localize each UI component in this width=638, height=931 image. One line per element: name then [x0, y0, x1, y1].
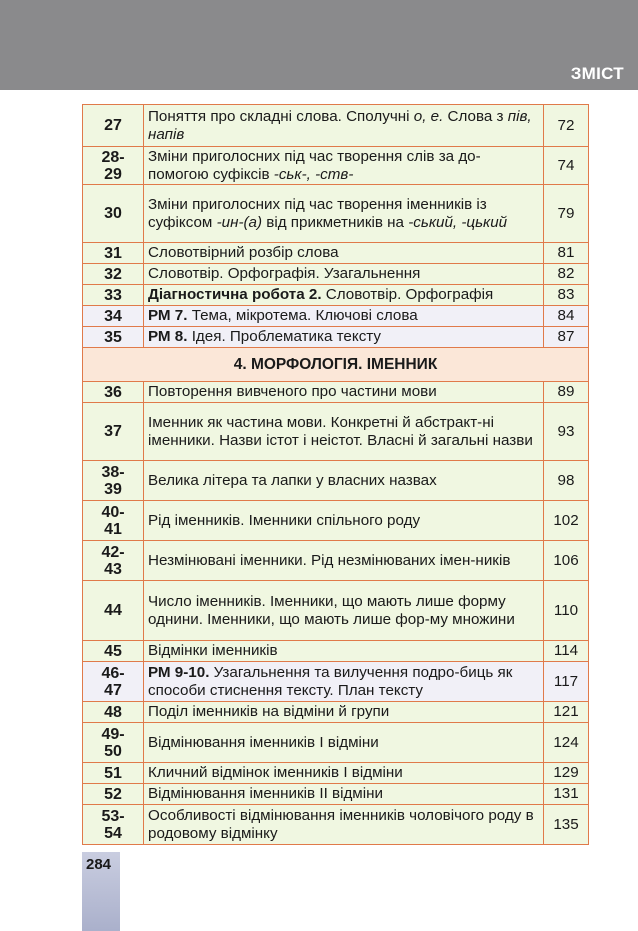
toc-row — [83, 501, 589, 541]
toc-row — [83, 784, 589, 805]
lesson-title: Зміни приголосних під час творення іменників із суфіксом -ин-(а) від прикметників на -ський, -цький — [144, 185, 544, 243]
toc-row — [83, 662, 589, 702]
page-ref: 121 — [544, 702, 589, 723]
lesson-number: 35 — [83, 327, 144, 348]
page-ref: 102 — [544, 501, 589, 541]
lesson-title: Рід іменників. Іменники спільного роду — [144, 501, 544, 541]
lesson-title: Відмінки іменників — [144, 641, 544, 662]
lesson-title: РМ 9-10. Узагальнення та вилучення подро-биць як способи стиснення тексту. План тексту — [144, 662, 544, 702]
page-ref: 81 — [544, 243, 589, 264]
toc-row — [83, 805, 589, 845]
page-ref: 84 — [544, 306, 589, 327]
page-ref: 114 — [544, 641, 589, 662]
page-ref: 74 — [544, 147, 589, 185]
lesson-number: 37 — [83, 403, 144, 461]
lesson-title: РМ 7. Тема, мікротема. Ключові слова — [144, 306, 544, 327]
toc-row — [83, 243, 589, 264]
lesson-title: Поділ іменників на відміни й групи — [144, 702, 544, 723]
lesson-number: 48 — [83, 702, 144, 723]
toc-row — [83, 382, 589, 403]
lesson-title: Словотвірний розбір слова — [144, 243, 544, 264]
page-ref: 129 — [544, 763, 589, 784]
lesson-title: Відмінювання іменників ІІ відміни — [144, 784, 544, 805]
toc-row — [83, 285, 589, 306]
lesson-title: Діагностична робота 2. Словотвір. Орфографія — [144, 285, 544, 306]
lesson-title: Незмінювані іменники. Рід незмінюваних імен-ників — [144, 541, 544, 581]
toc-row — [83, 461, 589, 501]
lesson-number: 40- 41 — [83, 501, 144, 541]
page-ref: 110 — [544, 581, 589, 641]
toc-row — [83, 327, 589, 348]
lesson-title: Поняття про складні слова. Сполучні о, е. Слова з пів, напів — [144, 105, 544, 147]
lesson-number: 30 — [83, 185, 144, 243]
lesson-number: 52 — [83, 784, 144, 805]
page-ref: 83 — [544, 285, 589, 306]
section-heading-row — [83, 348, 589, 382]
toc-row — [83, 403, 589, 461]
page-ref: 117 — [544, 662, 589, 702]
lesson-title: Велика літера та лапки у власних назвах — [144, 461, 544, 501]
lesson-number: 34 — [83, 306, 144, 327]
lesson-number: 32 — [83, 264, 144, 285]
toc-table — [82, 104, 589, 845]
page-ref: 98 — [544, 461, 589, 501]
section-label: ЗМІСТ — [570, 64, 624, 83]
lesson-number: 46- 47 — [83, 662, 144, 702]
page-ref: 106 — [544, 541, 589, 581]
toc-row — [83, 306, 589, 327]
toc-row — [83, 105, 589, 147]
lesson-title: Відмінювання іменників І відміни — [144, 723, 544, 763]
section-heading: 4. МОРФОЛОГІЯ. ІМЕННИК — [83, 348, 589, 382]
lesson-number: 36 — [83, 382, 144, 403]
page-ref: 124 — [544, 723, 589, 763]
page-number: 284 — [86, 856, 112, 873]
page-ref: 82 — [544, 264, 589, 285]
toc-row — [83, 641, 589, 662]
lesson-title: Число іменників. Іменники, що мають лише форму однини. Іменники, що мають лише фор-му множини — [144, 581, 544, 641]
header-band — [0, 0, 638, 90]
lesson-number: 27 — [83, 105, 144, 147]
page-ref: 87 — [544, 327, 589, 348]
lesson-title: Іменник як частина мови. Конкретні й абстракт-ні іменники. Назви істот і неістот. Власні й загальні назви — [144, 403, 544, 461]
lesson-number: 53- 54 — [83, 805, 144, 845]
lesson-title: Особливості відмінювання іменників чоловічого роду в родовому відмінку — [144, 805, 544, 845]
lesson-number: 42- 43 — [83, 541, 144, 581]
lesson-number: 28- 29 — [83, 147, 144, 185]
toc-row — [83, 723, 589, 763]
toc-row — [83, 581, 589, 641]
toc-row — [83, 185, 589, 243]
lesson-number: 38- 39 — [83, 461, 144, 501]
toc-row — [83, 541, 589, 581]
toc-row — [83, 763, 589, 784]
page-ref: 131 — [544, 784, 589, 805]
lesson-number: 51 — [83, 763, 144, 784]
lesson-title: Повторення вивченого про частини мови — [144, 382, 544, 403]
lesson-number: 31 — [83, 243, 144, 264]
lesson-title: Кличний відмінок іменників І відміни — [144, 763, 544, 784]
page-ref: 93 — [544, 403, 589, 461]
toc-row — [83, 147, 589, 185]
toc-row — [83, 264, 589, 285]
lesson-number: 49- 50 — [83, 723, 144, 763]
lesson-title: Словотвір. Орфографія. Узагальнення — [144, 264, 544, 285]
lesson-number: 45 — [83, 641, 144, 662]
page-ref: 89 — [544, 382, 589, 403]
toc-row — [83, 702, 589, 723]
page-ref: 135 — [544, 805, 589, 845]
lesson-number: 33 — [83, 285, 144, 306]
lesson-title: РМ 8. Ідея. Проблематика тексту — [144, 327, 544, 348]
lesson-number: 44 — [83, 581, 144, 641]
page-ref: 79 — [544, 185, 589, 243]
page-ref: 72 — [544, 105, 589, 147]
lesson-title: Зміни приголосних під час творення слів за до-помогою суфіксів -ськ-, -ств- — [144, 147, 544, 185]
